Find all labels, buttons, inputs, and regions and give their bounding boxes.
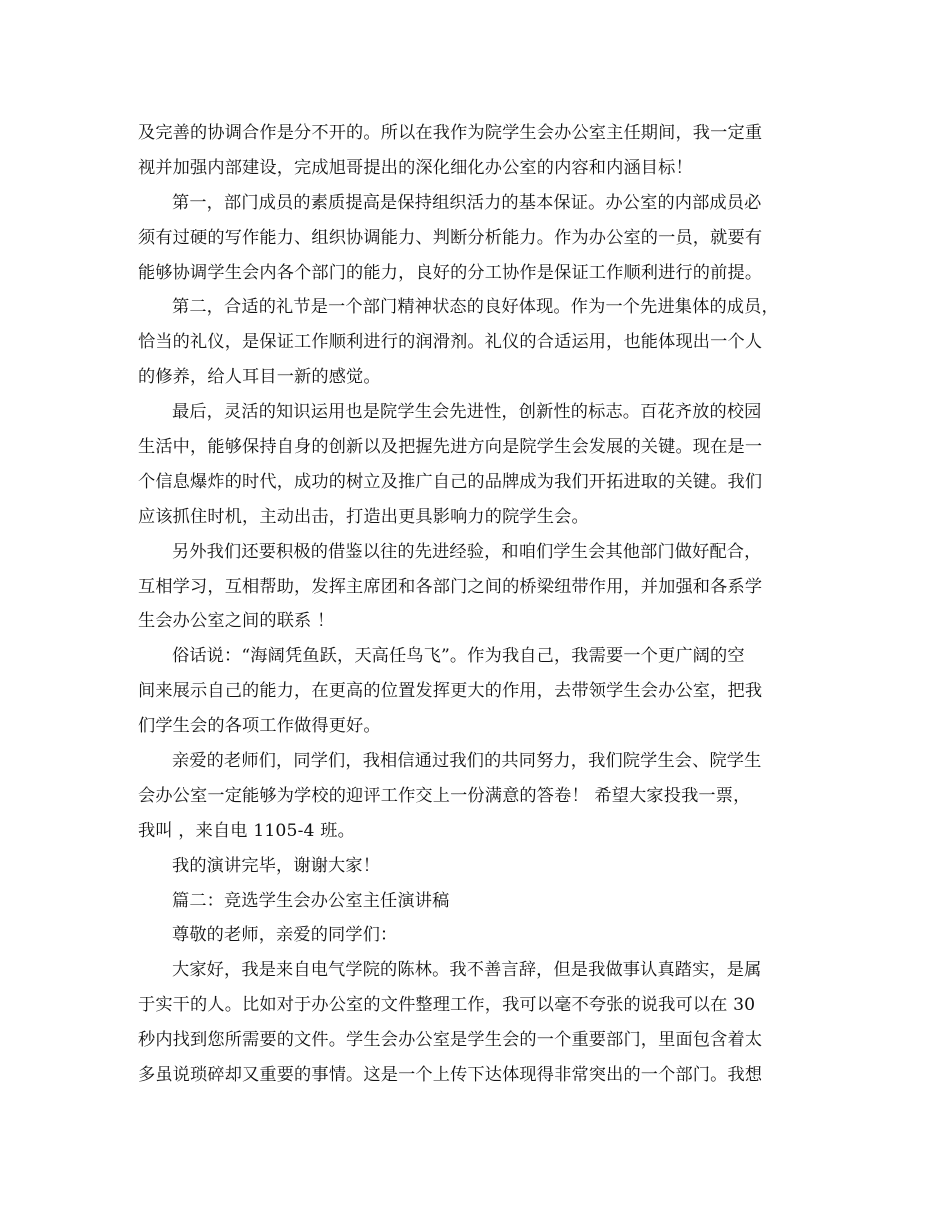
text-line: 我叫 ，来自电 1105-4 班。 <box>138 820 355 841</box>
text-line: 会办公室一定能够为学校的迎评工作交上一份满意的答卷！ 希望大家投我一票， <box>138 785 751 806</box>
text-line: 个信息爆炸的时代，成功的树立及推广自己的品牌成为我们开拓进取的关键。我们 <box>138 471 763 492</box>
document-body <box>138 116 818 1093</box>
text-line: 们学生会的各项工作做得更好。 <box>138 716 381 737</box>
text-line: 多虽说琐碎却又重要的事情。这是一个上传下达体现得非常突出的一个部门。我想 <box>138 1065 763 1086</box>
text-line: 互相学习，互相帮助，发挥主席团和各部门之间的桥梁纽带作用，并加强和各系学 <box>138 576 763 597</box>
text-line: 亲爱的老师们，同学们，我相信通过我们的共同努力，我们院学生会、院学生 <box>172 751 762 772</box>
text-line: 最后，灵活的知识运用也是院学生会先进性，创新性的标志。百花齐放的校园 <box>172 402 762 423</box>
text-line: 另外我们还要积极的借鉴以往的先进经验，和咱们学生会其他部门做好配合， <box>172 541 762 562</box>
text-line: 我的演讲完毕，谢谢大家！ <box>172 855 381 876</box>
text-line: 俗话说：“海阔凭鱼跃，天高任鸟飞”。作为我自己，我需要一个更广阔的空 <box>172 646 745 667</box>
text-line: 恰当的礼仪，是保证工作顺利进行的润滑剂。礼仪的合适运用，也能体现出一个人 <box>138 332 763 353</box>
text-line: 须有过硬的写作能力、组织协调能力、判断分析能力。作为办公室的一员，就要有 <box>138 227 763 248</box>
text-line: 间来展示自己的能力，在更高的位置发挥更大的作用，去带领学生会办公室，把我 <box>138 681 763 702</box>
text-line: 生会办公室之间的联系 ！ <box>138 611 335 632</box>
text-line: 应该抓住时机，主动出击，打造出更具影响力的院学生会。 <box>138 506 589 527</box>
text-line: 视并加强内部建设，完成旭哥提出的深化细化办公室的内容和内涵目标！ <box>138 157 693 178</box>
text-line: 的修养，给人耳目一新的感觉。 <box>138 367 381 388</box>
text-line: 及完善的协调合作是分不开的。所以在我作为院学生会办公室主任期间，我一定重 <box>138 123 763 143</box>
text-line: 能够协调学生会内各个部门的能力，良好的分工协作是保证工作顺利进行的前提。 <box>138 262 763 283</box>
text-line: 于实干的人。比如对于办公室的文件整理工作，我可以毫不夸张的说我可以在 30 <box>138 995 756 1016</box>
text-line: 篇二：竞选学生会办公室主任演讲稿 <box>172 890 450 911</box>
text-line: 大家好，我是来自电气学院的陈林。我不善言辞，但是我做事认真踏实，是属 <box>172 960 762 981</box>
text-line: 第二，合适的礼节是一个部门精神状态的良好体现。作为一个先进集体的成员， <box>172 297 779 318</box>
text-line: 第一，部门成员的素质提高是保持组织活力的基本保证。办公室的内部成员必 <box>172 192 762 213</box>
text-line: 尊敬的老师，亲爱的同学们： <box>172 925 398 946</box>
text-line: 生活中，能够保持自身的创新以及把握先进方向是院学生会发展的关键。现在是一 <box>138 437 763 458</box>
text-line: 秒内找到您所需要的文件。学生会办公室是学生会的一个重要部门，里面包含着太 <box>138 1030 763 1051</box>
